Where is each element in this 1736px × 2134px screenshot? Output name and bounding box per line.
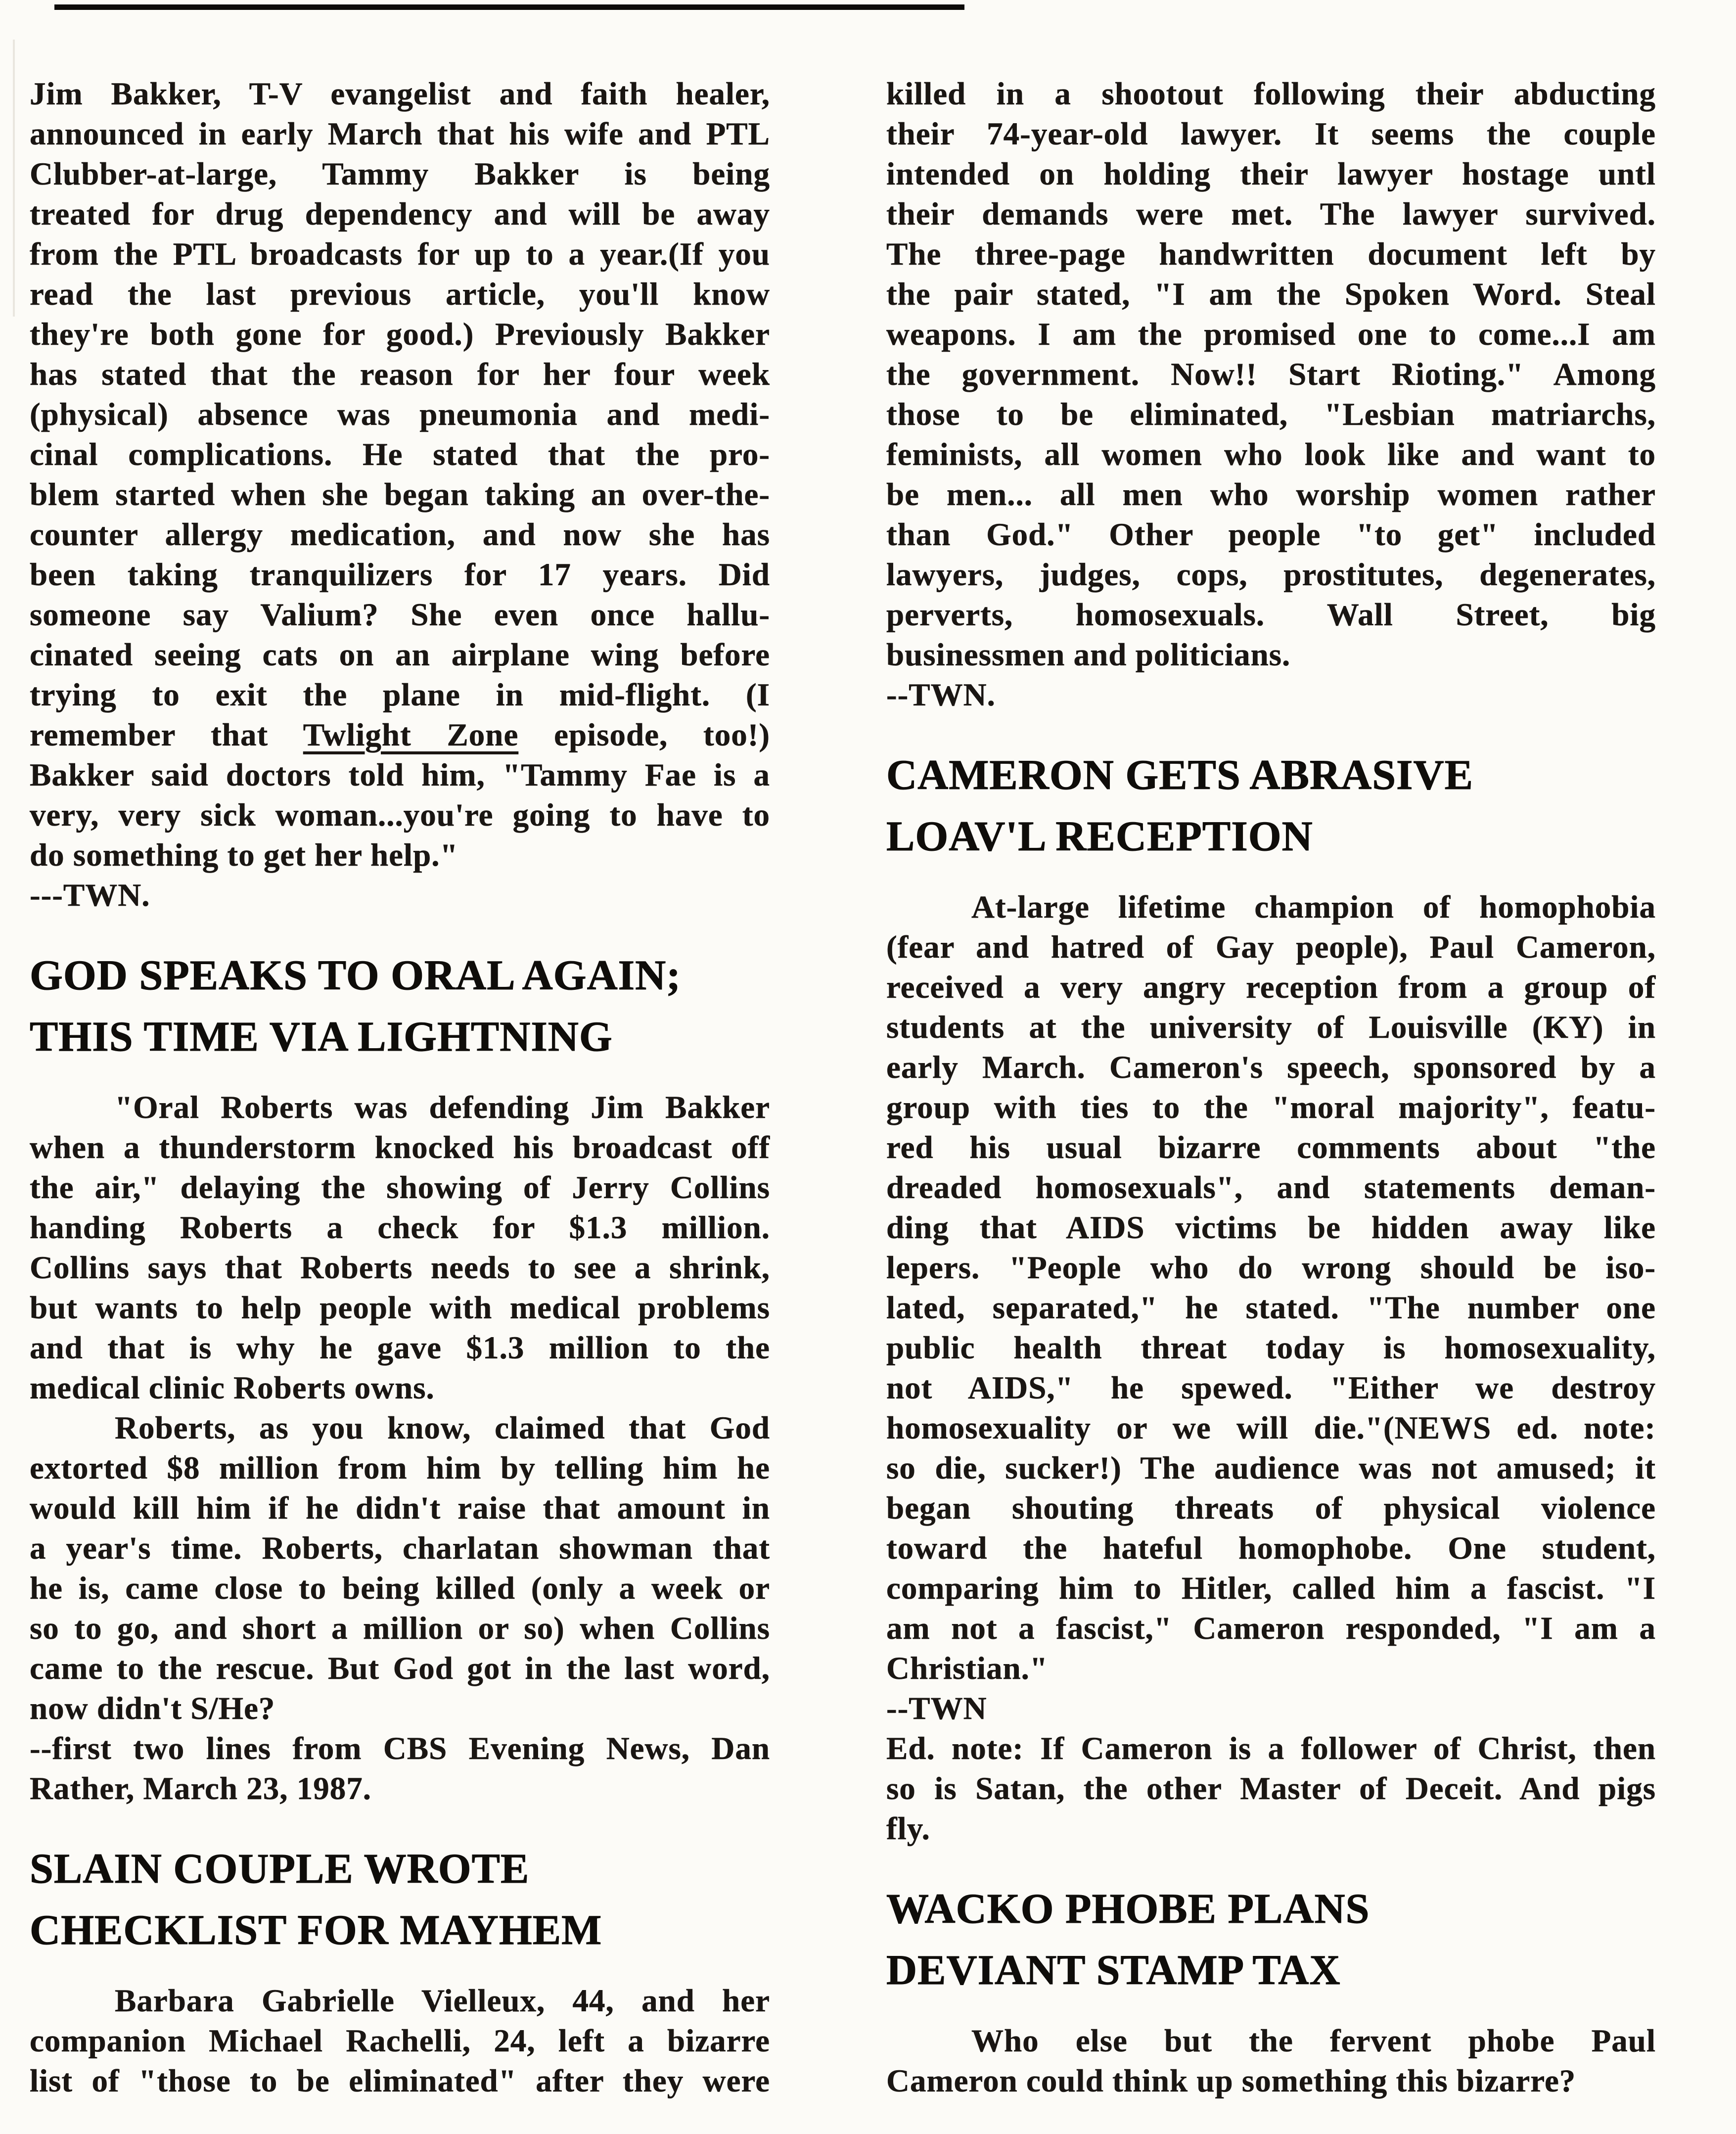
paragraph — [886, 74, 1656, 675]
text-line: announced in early March that his wife and PTL — [30, 116, 770, 152]
paragraph — [30, 1088, 770, 1408]
text-line: ding that AIDS victims be hidden away like — [886, 1210, 1656, 1246]
text-line: the government. Now!! Start Rioting." Among — [886, 357, 1656, 392]
text-line: someone say Valium? She even once hallu- — [30, 597, 770, 633]
article-headline — [30, 1838, 770, 1960]
text-line: than God." Other people "to get" included — [886, 517, 1656, 553]
text-line: so is Satan, the other Master of Deceit. And pigs — [886, 1771, 1656, 1807]
text-line: lepers. "People who do wrong should be iso- — [886, 1250, 1656, 1286]
text-line: received a very angry reception from a group of — [886, 970, 1656, 1005]
text-line: read the last previous article, you'll know — [30, 277, 770, 312]
text-line: Roberts, as you know, claimed that God — [115, 1410, 770, 1446]
article-headline — [886, 1878, 1656, 2000]
text-line: cinal complications. He stated that the pro- — [30, 437, 770, 472]
text-line: Clubber-at-large, Tammy Bakker is being — [30, 156, 770, 192]
text-line: blem started when she began taking an over-the- — [30, 477, 770, 512]
text-line: Jim Bakker, T-V evangelist and faith healer, — [30, 76, 770, 112]
text-line: so to go, and short a million or so) when Collins — [30, 1611, 770, 1646]
text-line: perverts, homosexuals. Wall Street, big — [886, 597, 1656, 633]
text-line: do something to get her help." — [30, 837, 458, 873]
paragraph — [30, 1408, 770, 1729]
text-line: not AIDS," he spewed. "Either we destroy — [886, 1370, 1656, 1406]
text-line: handing Roberts a check for $1.3 million. — [30, 1210, 770, 1246]
text-line: weapons. I am the promised one to come...I am — [886, 317, 1656, 352]
text-line: medical clinic Roberts owns. — [30, 1370, 435, 1406]
text-line: At-large lifetime champion of homophobia — [971, 889, 1656, 925]
text-line: so die, sucker!) The audience was not amused; it — [886, 1450, 1656, 1486]
text-line: companion Michael Rachelli, 24, left a bizarre — [30, 2023, 770, 2059]
text-line: their demands were met. The lawyer survived. — [886, 196, 1656, 232]
text-line: fly. — [886, 1811, 930, 1847]
text-line: ---TWN. — [30, 878, 150, 913]
paragraph — [886, 1689, 1656, 1729]
text-line: Ed. note: If Cameron is a follower of Christ, then — [886, 1731, 1656, 1766]
text-line: --TWN — [886, 1691, 987, 1726]
text-line: public health threat today is homosexuality, — [886, 1330, 1656, 1366]
text-line: when a thunderstorm knocked his broadcast off — [30, 1130, 770, 1165]
paragraph — [886, 1729, 1656, 1849]
headline-line: CHECKLIST FOR MAYHEM — [30, 1906, 602, 1953]
text-line: killed in a shootout following their abducting — [886, 76, 1656, 112]
text-line: feminists, all women who look like and want to — [886, 437, 1656, 472]
headline-line: LOAV'L RECEPTION — [886, 812, 1313, 860]
scan-page-edge — [13, 40, 15, 317]
headline-line: THIS TIME VIA LIGHTNING — [30, 1013, 613, 1060]
headline-line: CAMERON GETS ABRASIVE — [886, 751, 1473, 798]
text-line: Collins says that Roberts needs to see a shrink, — [30, 1250, 770, 1286]
headline-line: SLAIN COUPLE WROTE — [30, 1845, 530, 1892]
text-line: been taking tranquilizers for 17 years. Did — [30, 557, 770, 593]
text-segment: remember that — [30, 717, 303, 753]
text-line: came to the rescue. But God got in the last word, — [30, 1651, 770, 1686]
text-line: trying to exit the plane in mid-flight. (I — [30, 677, 770, 713]
text-line: Cameron could think up something this bizarre? — [886, 2063, 1576, 2099]
text-line: be men... all men who worship women rather — [886, 477, 1656, 512]
text-line: their 74-year-old lawyer. It seems the couple — [886, 116, 1656, 152]
text-line: Bakker said doctors told him, "Tammy Fae is a — [30, 757, 770, 793]
text-line: toward the hateful homophobe. One student, — [886, 1531, 1656, 1566]
paragraph — [886, 887, 1656, 1689]
text-line: but wants to help people with medical problems — [30, 1290, 770, 1326]
text-line: Barbara Gabrielle Vielleux, 44, and her — [115, 1983, 770, 2019]
headline-line: WACKO PHOBE PLANS — [886, 1885, 1370, 1932]
paragraph — [30, 1729, 770, 1809]
paragraph — [30, 876, 770, 916]
text-line: and that is why he gave $1.3 million to the — [30, 1330, 770, 1366]
text-line: Christian." — [886, 1651, 1048, 1686]
text-line: has stated that the reason for her four week — [30, 357, 770, 392]
text-line: now didn't S/He? — [30, 1691, 275, 1726]
text-line: they're both gone for good.) Previously Bakker — [30, 317, 770, 352]
text-line: --first two lines from CBS Evening News, Dan — [30, 1731, 770, 1766]
text-line: treated for drug dependency and will be away — [30, 196, 770, 232]
article-headline — [886, 744, 1656, 867]
text-line: the air," delaying the showing of Jerry Collins — [30, 1170, 770, 1206]
text-line: would kill him if he didn't raise that amount in — [30, 1490, 770, 1526]
text-line: very, very sick woman...you're going to have to — [30, 797, 770, 833]
text-line: he is, came close to being killed (only a week or — [30, 1571, 770, 1606]
text-line: Rather, March 23, 1987. — [30, 1771, 371, 1807]
text-line: those to be eliminated, "Lesbian matriarchs, — [886, 397, 1656, 432]
left-column — [30, 74, 770, 2101]
paragraph — [30, 1981, 770, 2101]
text-line: counter allergy medication, and now she has — [30, 517, 770, 553]
text-line: am not a fascist," Cameron responded, "I am a — [886, 1611, 1656, 1646]
text-line: list of "those to be eliminated" after they were — [30, 2063, 770, 2099]
text-line: dreaded homosexuals", and statements deman- — [886, 1170, 1656, 1206]
text-segment: episode, too!) — [518, 717, 770, 753]
headline-line: DEVIANT STAMP TAX — [886, 1946, 1341, 1994]
text-line: red his usual bizarre comments about "the — [886, 1130, 1656, 1165]
text-line: from the PTL broadcasts for up to a year.(If you — [30, 236, 770, 272]
scan-top-rule — [54, 4, 964, 10]
text-line: The three-page handwritten document left by — [886, 236, 1656, 272]
text-line: homosexuality or we will die."(NEWS ed. note: — [886, 1410, 1656, 1446]
text-line: students at the university of Louisville (KY) in — [886, 1010, 1656, 1045]
article-headline — [30, 944, 770, 1067]
paragraph — [30, 74, 770, 876]
text-line — [30, 715, 770, 755]
text-line: --TWN. — [886, 677, 996, 713]
text-line: group with ties to the "moral majority", featu- — [886, 1090, 1656, 1125]
right-column — [886, 74, 1656, 2101]
text-line: "Oral Roberts was defending Jim Bakker — [115, 1090, 770, 1125]
text-line: a year's time. Roberts, charlatan showman that — [30, 1531, 770, 1566]
text-line: (fear and hatred of Gay people), Paul Cameron, — [886, 929, 1656, 965]
headline-line: GOD SPEAKS TO ORAL AGAIN; — [30, 951, 681, 999]
text-line: intended on holding their lawyer hostage untl — [886, 156, 1656, 192]
text-line: comparing him to Hitler, called him a fascist. "I — [886, 1571, 1656, 1606]
paragraph — [886, 2021, 1656, 2101]
text-line: extorted $8 million from him by telling him he — [30, 1450, 770, 1486]
text-line: lated, separated," he stated. "The number one — [886, 1290, 1656, 1326]
underlined-title: Twlight Zone — [303, 717, 519, 753]
text-line: Who else but the fervent phobe Paul — [971, 2023, 1656, 2059]
text-line: cinated seeing cats on an airplane wing before — [30, 637, 770, 673]
paragraph — [886, 675, 1656, 715]
text-line: early March. Cameron's speech, sponsored by a — [886, 1050, 1656, 1085]
text-line: the pair stated, "I am the Spoken Word. Steal — [886, 277, 1656, 312]
text-line: (physical) absence was pneumonia and medi- — [30, 397, 770, 432]
text-line: lawyers, judges, cops, prostitutes, degenerates, — [886, 557, 1656, 593]
text-line: began shouting threats of physical violence — [886, 1490, 1656, 1526]
text-line: businessmen and politicians. — [886, 637, 1291, 673]
